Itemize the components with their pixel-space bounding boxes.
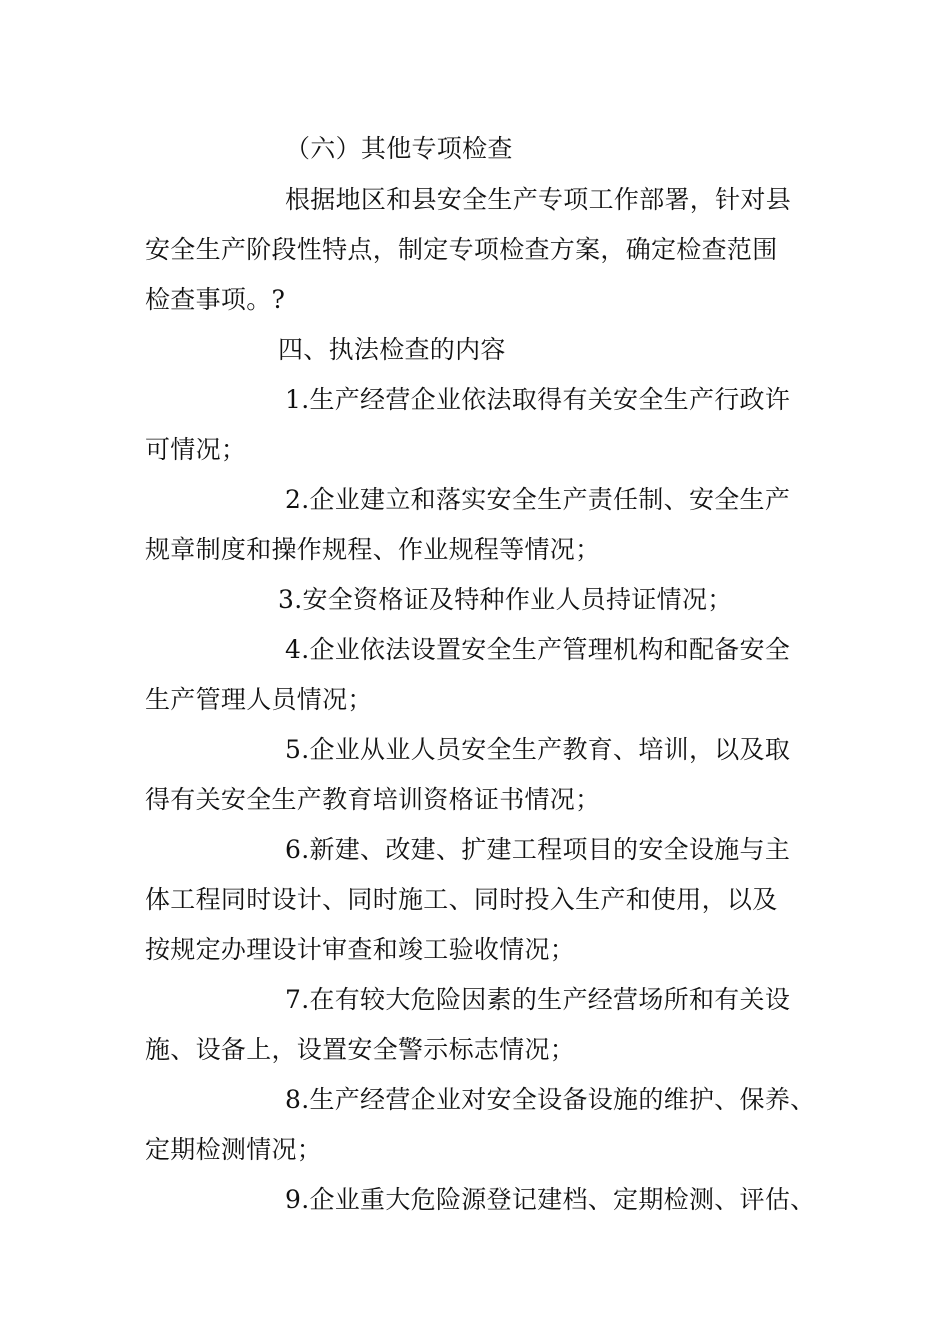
list-item-2-line2: 规章制度和操作规程、作业规程等情况； bbox=[145, 535, 601, 564]
list-item-7-line1: 7.在有较大危险因素的生产经营场所和有关设 bbox=[285, 985, 791, 1014]
section-heading-inspection-content: 四、执法检查的内容 bbox=[278, 335, 506, 364]
section-heading-special-inspection: （六）其他专项检查 bbox=[285, 134, 513, 163]
list-item-6-line2: 体工程同时设计、同时施工、同时投入生产和使用，以及 bbox=[145, 885, 778, 914]
paragraph-line: 检查事项。? bbox=[145, 285, 286, 314]
list-item-8-line2: 定期检测情况； bbox=[145, 1135, 323, 1164]
list-item-3-line1: 3.安全资格证及特种作业人员持证情况； bbox=[278, 585, 733, 614]
list-item-9-line1: 9.企业重大危险源登记建档、定期检测、评估、 bbox=[285, 1185, 816, 1214]
list-item-5-line1: 5.企业从业人员安全生产教育、培训，以及取 bbox=[285, 735, 791, 764]
list-item-6-line3: 按规定办理设计审查和竣工验收情况； bbox=[145, 935, 576, 964]
list-item-6-line1: 6.新建、改建、扩建工程项目的安全设施与主 bbox=[285, 835, 791, 864]
list-item-2-line1: 2.企业建立和落实安全生产责任制、安全生产 bbox=[285, 485, 791, 514]
list-item-5-line2: 得有关安全生产教育培训资格证书情况； bbox=[145, 785, 601, 814]
paragraph-line: 根据地区和县安全生产专项工作部署，针对县 bbox=[285, 185, 792, 214]
list-item-8-line1: 8.生产经营企业对安全设备设施的维护、保养、 bbox=[285, 1085, 816, 1114]
list-item-7-line2: 施、设备上，设置安全警示标志情况； bbox=[145, 1035, 576, 1064]
list-item-1-line2: 可情况； bbox=[145, 435, 247, 464]
list-item-4-line1: 4.企业依法设置安全生产管理机构和配备安全 bbox=[285, 635, 791, 664]
paragraph-line: 安全生产阶段性特点，制定专项检查方案，确定检查范围 bbox=[145, 235, 778, 264]
list-item-4-line2: 生产管理人员情况； bbox=[145, 685, 373, 714]
list-item-1-line1: 1.生产经营企业依法取得有关安全生产行政许 bbox=[285, 385, 791, 414]
